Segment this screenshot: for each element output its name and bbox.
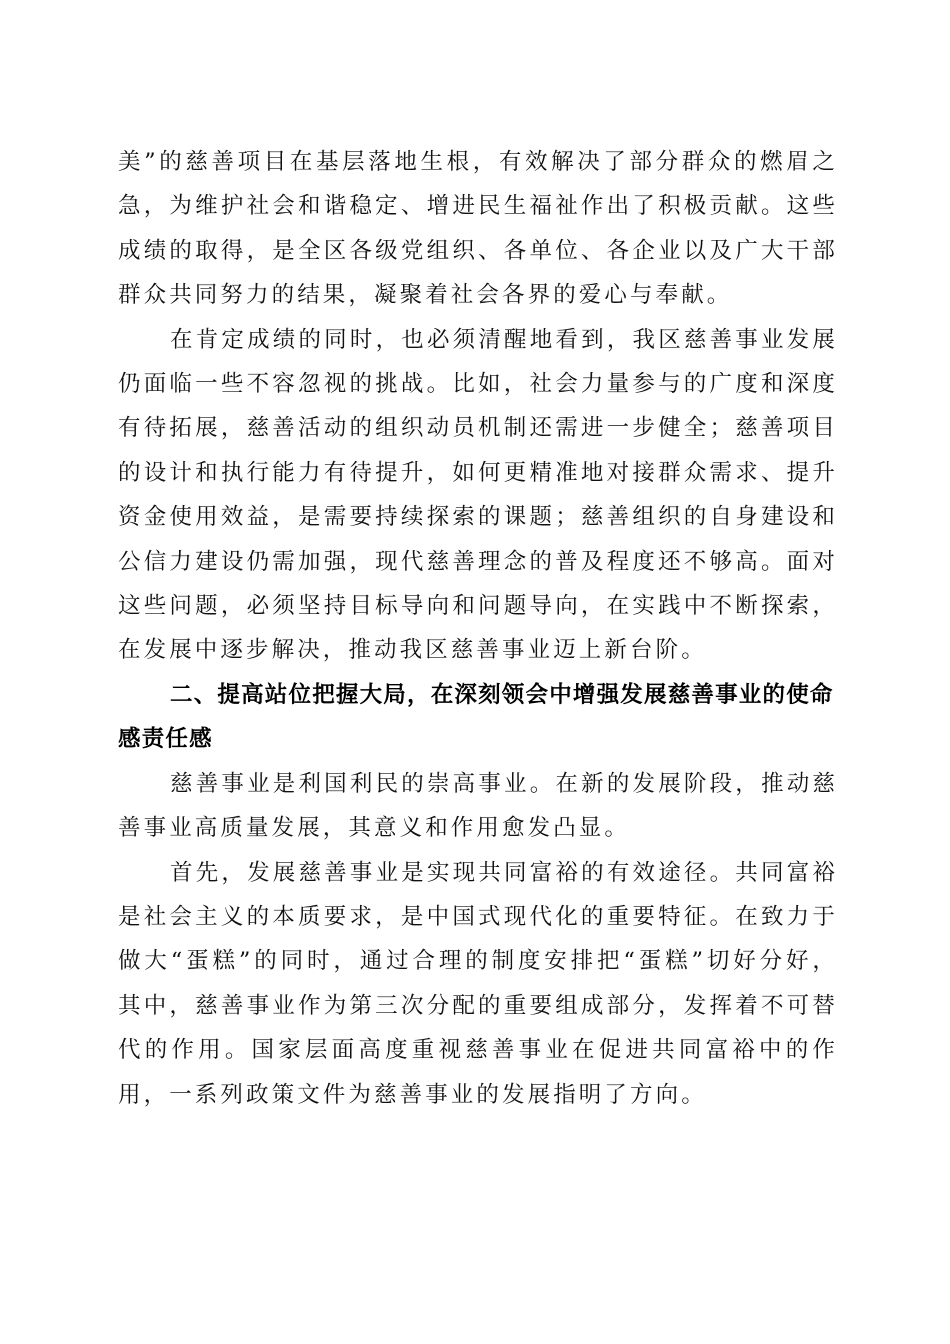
paragraph-significance: 慈善事业是利国利民的崇高事业。在新的发展阶段，推动慈善事业高质量发展，其意义和作用愈发凸显。 <box>118 770 838 842</box>
paragraph-continued: 美”的慈善项目在基层落地生根，有效解决了部分群众的燃眉之急，为维护社会和谐稳定、增进民生福祉作出了积极贡献。这些成绩的取得，是全区各级党组织、各单位、各企业以及广大干部群众共同努力的结果，凝聚着社会各界的爱心与奉献。 <box>118 149 838 309</box>
paragraph-common-prosperity: 首先，发展慈善事业是实现共同富裕的有效途径。共同富裕是社会主义的本质要求，是中国式现代化的重要特征。在致力于做大“蛋糕”的同时，通过合理的制度安排把“蛋糕”切好分好，其中，慈善事业作为第三次分配的重要组成部分，发挥着不可替代的作用。国家层面高度重视慈善事业在促进共同富裕中的作用，一系列政策文件为慈善事业的发展指明了方向。 <box>118 859 838 1108</box>
document-body <box>118 140 838 1117</box>
paragraph-challenges: 在肯定成绩的同时，也必须清醒地看到，我区慈善事业发展仍面临一些不容忽视的挑战。比如，社会力量参与的广度和深度有待拓展，慈善活动的组织动员机制还需进一步健全；慈善项目的设计和执行能力有待提升，如何更精准地对接群众需求、提升资金使用效益，是需要持续探索的课题；慈善组织的自身建设和公信力建设仍需加强，现代慈善理念的普及程度还不够高。面对这些问题，必须坚持目标导向和问题导向，在实践中不断探索，在发展中逐步解决，推动我区慈善事业迈上新台阶。 <box>118 326 838 664</box>
section-heading-2: 二、提高站位把握大局，在深刻领会中增强发展慈善事业的使命感责任感 <box>118 681 834 753</box>
